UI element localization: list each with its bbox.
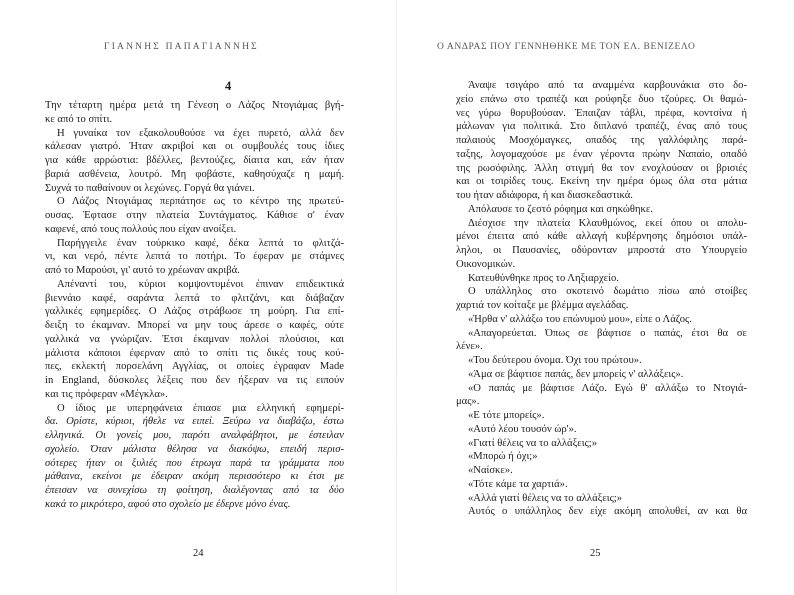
text-line: «Αλλά γιατί θέλεις να το αλλάξεις;» bbox=[468, 492, 623, 504]
running-head-author: ΓΙΑΝΝΗΣ ΠΑΠΑΓΙΑΝΝΗΣ bbox=[104, 42, 259, 52]
text-line: χαρτιά τον κοίταξε με βλέμμα αγελάδας. bbox=[456, 300, 629, 311]
text-line: παλαιούς Μοσχόμαγκες, οπαδός της γαλλόφιλης παρά- bbox=[456, 135, 747, 146]
text-line: κε από το σπίτι. bbox=[45, 113, 113, 125]
text-line: «Αυτό λέου τουσόν ώρ'». bbox=[468, 423, 577, 435]
text-line: Κατευθύνθηκε προς το Ληξιαρχείο. bbox=[468, 272, 619, 284]
text-line: Συχνά το παθαίνουν οι λεχώνες. Γοργά θα γιάνει. bbox=[45, 182, 255, 194]
text-line: κάλεσαν γιατρό. Ήταν ακριβοί και οι συμβουλές τους ίδιες bbox=[45, 141, 344, 153]
text-line: in England, δύσκολες λέξεις που δεν ήξεραν να τις ειπούν bbox=[45, 375, 344, 386]
text-line: κακά το μικρότερο, αφού στο σχολείο με έδερνε μόνο ένας. bbox=[45, 498, 291, 510]
text-line: μάθαινα, εκείνοι με έδειραν ακόμη περισσότερο κι έτσι με bbox=[45, 471, 344, 483]
text-line: και τις πρόφεραν «Μέγκλα». bbox=[45, 388, 168, 400]
text-line: για κάθε αρρώστια: βδέλλες, βεντούζες, δίαιτα και, εάν ήταν bbox=[45, 155, 344, 166]
text-line: Άναψε τσιγάρο από τα αναμμένα καρβουνάκια στο δο- bbox=[468, 80, 747, 91]
text-line: από το Μαρούσι, γι' αυτό το χρέωναν ακριβά. bbox=[45, 265, 240, 276]
text-line: «Μπορώ ή όχι;» bbox=[468, 451, 538, 463]
text-line: βιεννάιο καφέ, σαράντα λεπτά το φλιτζάνι, και διάβαζαν bbox=[45, 292, 344, 304]
text-line: Ο ίδιος με υπερηφάνεια έπιασε μια ελληνική εφημερί- bbox=[57, 402, 344, 414]
text-line: «Ναίσκε». bbox=[468, 465, 513, 476]
text-line: Απέναντί του, κύριοι κομψοντυμένοι έπιναν επιδεικτικά bbox=[57, 278, 344, 290]
page-number: 24 bbox=[193, 548, 204, 559]
text-line: Απόλαυσε το ζεστό ρόφημα και σηκώθηκε. bbox=[468, 203, 653, 215]
text-line: σχολείο. Όταν μάλιστα θέλησα να διακόψω, επειδή περισ- bbox=[45, 443, 344, 455]
text-line: «Απαγορεύεται. Όπως σε βάφτισε ο παπάς, έτσι θα σε bbox=[468, 327, 747, 339]
text-line: έπεισαν να συνεχίσω τη φοίτηση, διαλέγοντας από τα δύο bbox=[45, 485, 344, 496]
text-line: χείο επάνω στο τραπέζι και ρούφηξε δυο τζούρες. Οι θαμώ- bbox=[456, 93, 747, 105]
text-line: μάλωναν για πολιτικά. Στο διπλανό τραπέζι, ένας από τους bbox=[456, 121, 747, 133]
text-line: μένοι έπειτα από κάθε αλλαγή κυβέρνησης δημόσιοι υπάλ- bbox=[456, 231, 747, 243]
chapter-number: 4 bbox=[225, 79, 232, 93]
text-line: νες γύρω θορυβούσαν. Έπαιζαν τάβλι, πρέφα, κοντσίνα ή bbox=[456, 107, 747, 119]
text-line: «Ε τότε μπορείς». bbox=[468, 410, 545, 421]
left-body-text bbox=[45, 99, 344, 512]
text-line: Ο Λάζος Ντογιάμας περπάτησε ως το κέντρο της πρωτεύ- bbox=[57, 196, 344, 208]
text-line: δειξη το έκαμναν. Μπορεί να μην τους άρεσε ο καφές, ούτε bbox=[45, 320, 344, 331]
text-line: ταξης, λογομαχούσε με έναν γέροντα πρώην Ναπαίο, οπαδό bbox=[456, 148, 747, 160]
text-line: «Άμα σε βάφτισε παπάς, δεν μπορείς ν' αλλάξεις». bbox=[468, 368, 684, 380]
text-line: Οικονομικών. bbox=[456, 258, 516, 270]
text-line: «Ο παπάς με βάφτισε Λάζο. Εγώ θ' αλλάξω το Ντογιά- bbox=[468, 382, 747, 394]
text-line: «Γιατί θέλεις να το αλλάξεις;» bbox=[468, 437, 598, 449]
text-line: σότερες ήταν οι ξυλιές που έτρωγα παρά τα γράμματα που bbox=[45, 457, 344, 469]
text-line: «Τότε κάμε τα χαρτιά». bbox=[468, 478, 568, 490]
text-line: γαλλικές εφημερίδες. Ο Λάζος στράβωσε τη μούρη. Για επί- bbox=[45, 306, 344, 318]
text-line: ουσας. Έφτασε στην πλατεία Συντάγματος. Κάθισε σ' έναν bbox=[45, 210, 344, 221]
right-page bbox=[397, 0, 794, 595]
text-line: λένε». bbox=[456, 341, 483, 353]
text-line: Διέσχισε την πλατεία Κλαυθμώνος, εκεί όπου οι απολυ- bbox=[468, 217, 747, 229]
text-line: Παρήγγειλε έναν τούρκικο καφέ, δέκα λεπτά το φλιτζά- bbox=[57, 237, 344, 249]
text-line: μάλιστα κάποιοι έφερναν από το σπίτι τις δικές τους κού- bbox=[45, 347, 344, 359]
text-line: Η γυναίκα τον εξακολουθούσε να έχει πυρετό, αλλά δεν bbox=[57, 127, 344, 139]
right-body-text bbox=[456, 79, 747, 519]
text-line: Ο υπάλληλος στο σκοτεινό δωμάτιο πίσω από στοίβες bbox=[468, 286, 747, 298]
text-line: ληλοι, οι Παυσανίες, οδύρονταν μπροστά στο Υπουργείο bbox=[456, 245, 747, 256]
text-line: νι, και νερό, πέντε λεπτά το ποτήρι. Το έφεραν με στάμνες bbox=[45, 251, 344, 263]
text-line: Αυτός ο υπάλληλος δεν είχε ακόμη απολυθεί, αν και θα bbox=[468, 506, 747, 518]
text-line: και οι τσιρίδες τους. Εκείνη την ημέρα όμως όλα στα μάτια bbox=[456, 176, 747, 188]
page-number: 25 bbox=[590, 548, 601, 559]
text-line: γαλλικά να γνώριζαν. Έτσι έκαμναν πολλοί πλούσιοι, και bbox=[45, 333, 344, 345]
text-line: «Του δεύτερου όνομα. Όχι του πρώτου». bbox=[468, 355, 642, 366]
text-line: Την τέταρτη ημέρα μετά τη Γένεση ο Λάζος Ντογιάμας βγή- bbox=[45, 100, 344, 111]
text-line: βαριά ασθένεια, λουτρό. Μη φοβάστε, καθησύχαζε η μαμή. bbox=[45, 168, 344, 180]
running-head-title: Ο ΑΝΔΡΑΣ ΠΟΥ ΓΕΝΝΗΘΗΚΕ ΜΕ ΤΟΝ ΕΛ. ΒΕΝΙΖΕΛΟ bbox=[437, 42, 696, 52]
text-line: της ρωσόφιλης. Άλλη στιγμή θα τον ενοχλούσαν οι βρισιές bbox=[456, 162, 747, 174]
text-line: καφενέ, από τους πολλούς που είχαν ανοίξει. bbox=[45, 223, 237, 235]
text-line: δα. Ορίστε, κύριοι, ήθελε να ειπεί. Ξεύρω να διαβάζω, έστω bbox=[45, 416, 344, 428]
text-line: «Ήρθα ν' αλλάξω του επώνυμού μου», είπε ο Λάζος. bbox=[468, 313, 692, 325]
text-line: του ήταν αδιάφορα, ή και διασκεδαστικά. bbox=[456, 190, 633, 201]
text-line: πες, εκλεκτή πορσελάνη Αγγλίας, οι οποίες έγραφαν Made bbox=[45, 361, 344, 373]
text-line: μας». bbox=[456, 396, 480, 408]
text-line: ελληνικά. Οι γονείς μου, παρότι αναλφάβητοι, με έστειλαν bbox=[45, 430, 344, 441]
